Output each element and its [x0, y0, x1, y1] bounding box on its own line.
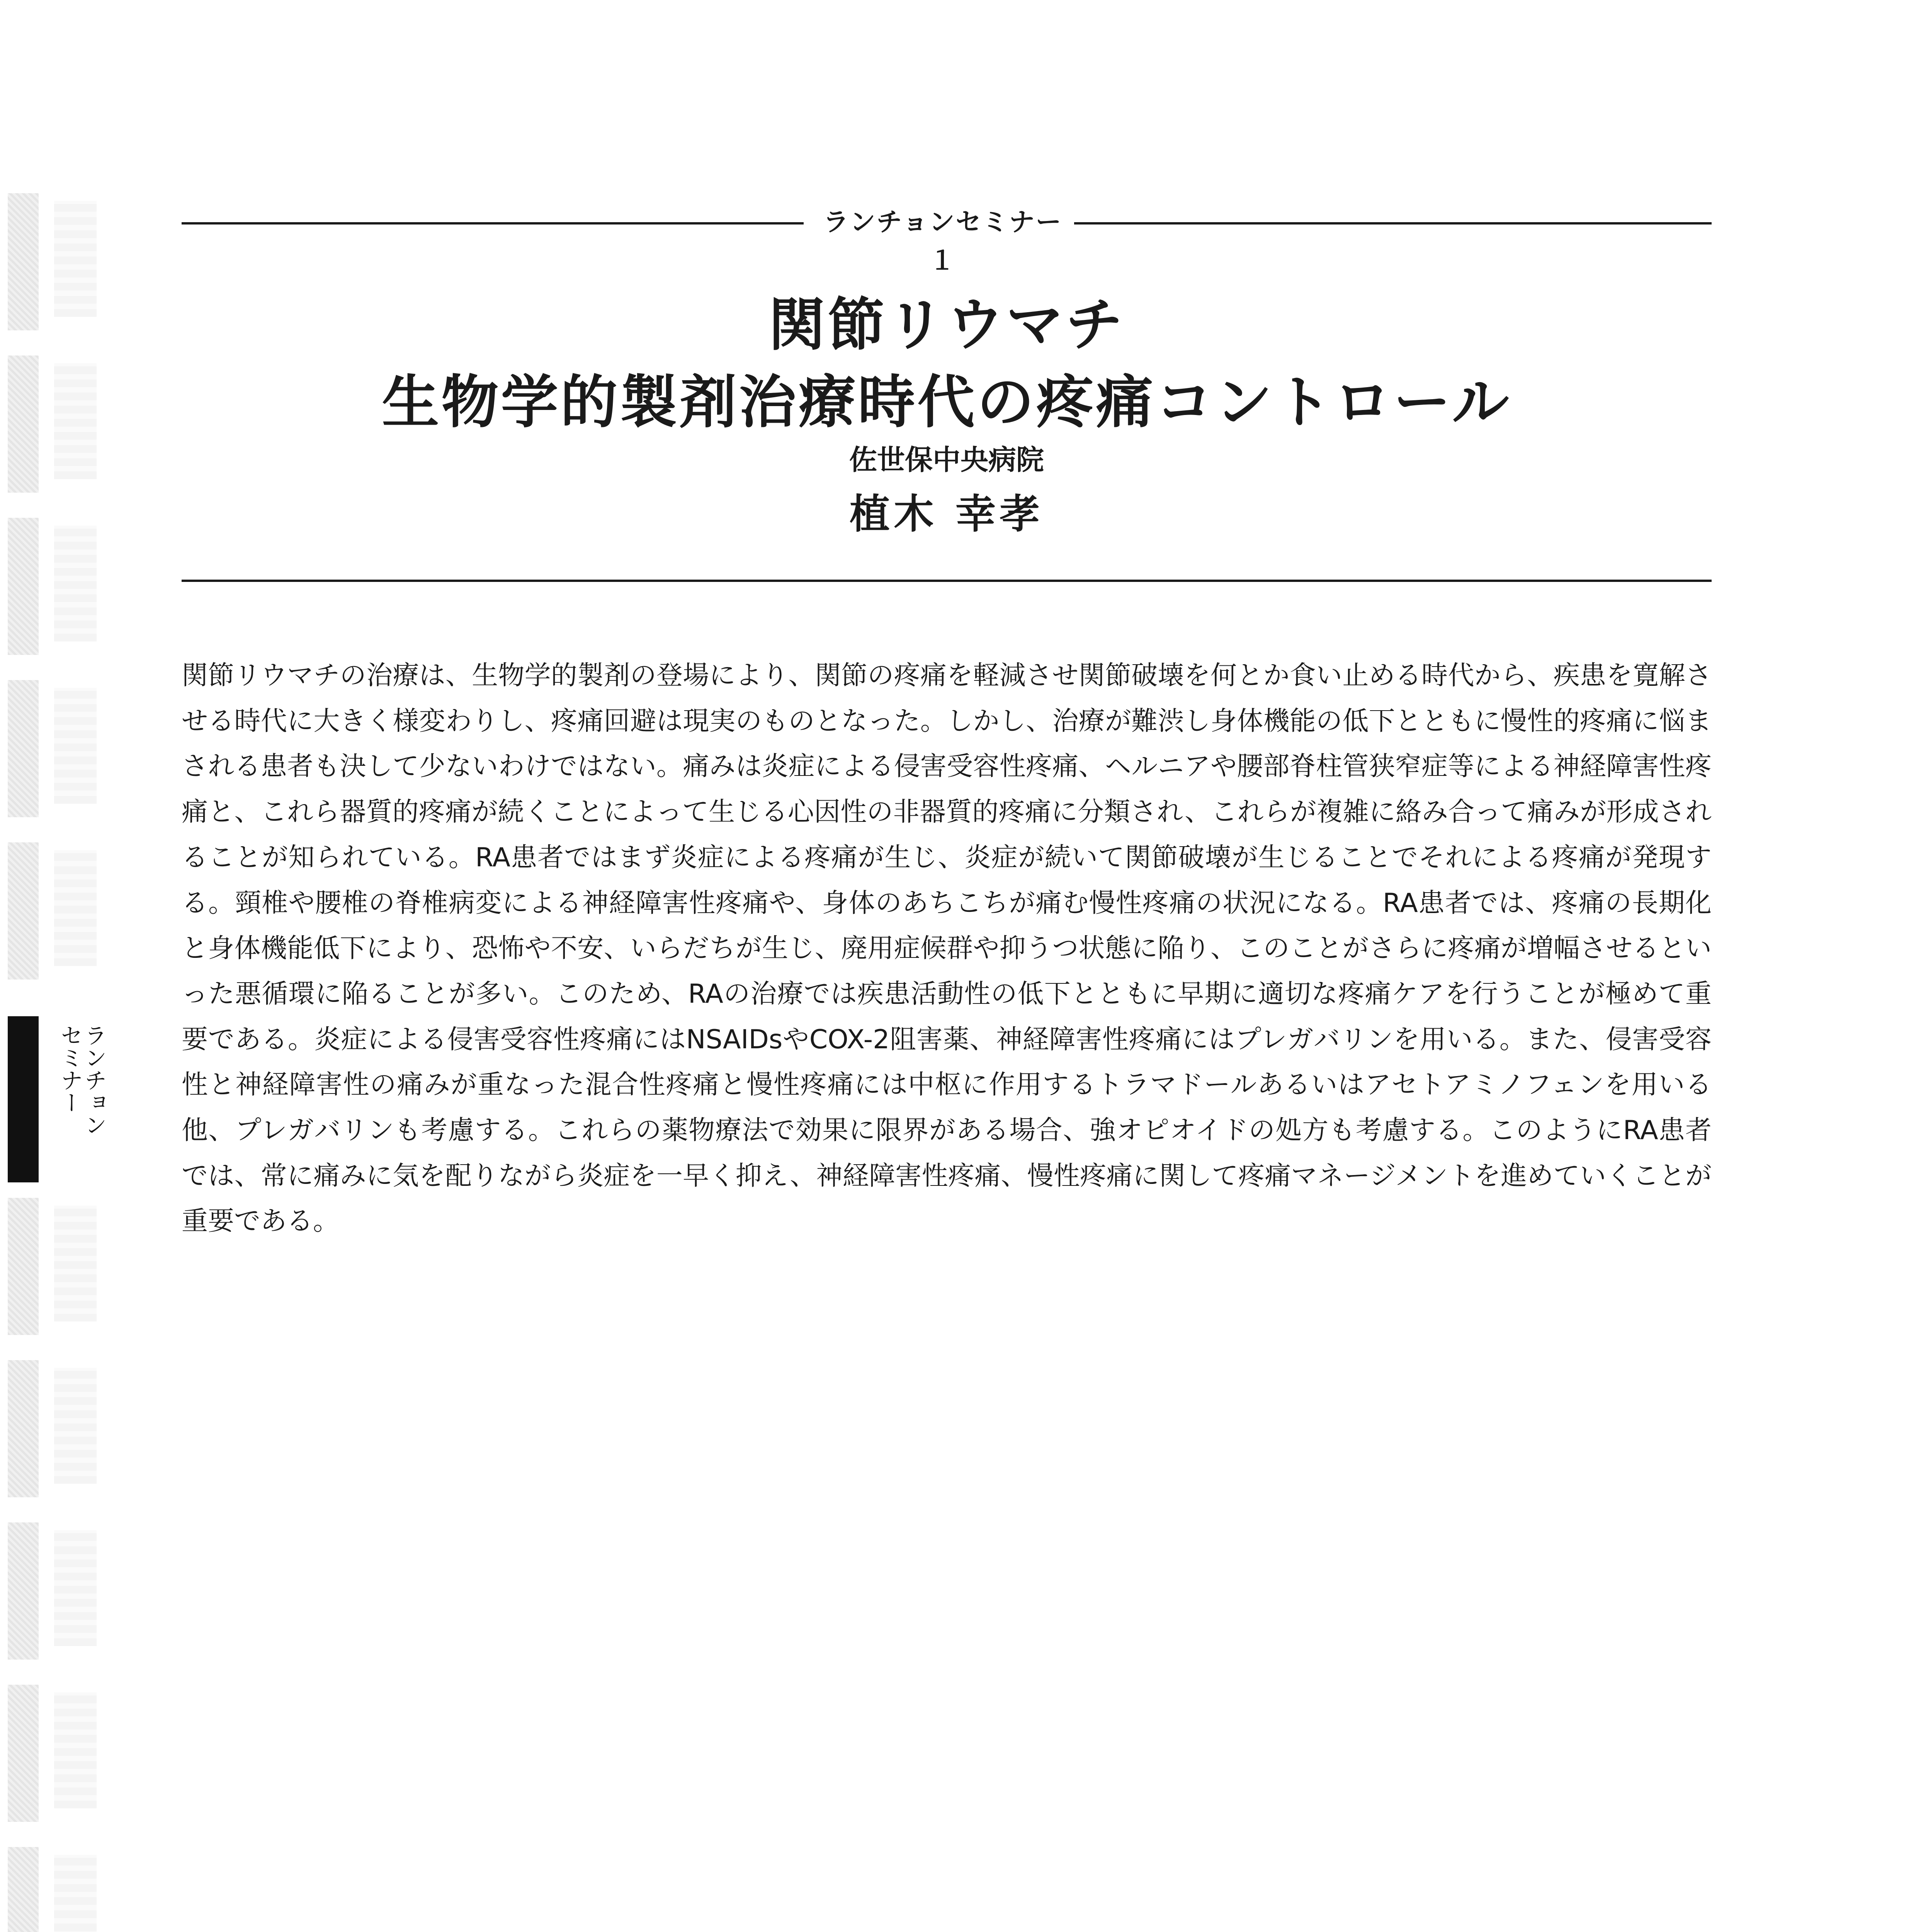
side-tab [8, 842, 104, 980]
side-tab [8, 193, 104, 330]
author-affiliation: 佐世保中央病院 [849, 443, 1044, 476]
section-header [182, 203, 1712, 276]
page-title [182, 286, 1712, 440]
header-rule-left [182, 222, 804, 224]
title-divider [182, 580, 1712, 582]
side-tab [8, 1198, 104, 1335]
side-tab-label: ランチョンセミナー [57, 1024, 107, 1136]
section-label: ランチョンセミナー１ [823, 207, 1063, 276]
side-tab [8, 355, 104, 493]
side-tab-active [8, 1016, 107, 1182]
side-thumb-index [8, 193, 124, 1932]
author-name: 植木 幸孝 [849, 490, 1044, 537]
title-line-2: 生物学的製剤治療時代の疼痛コントロール [382, 368, 1511, 435]
side-tab [8, 1522, 104, 1660]
abstract-body: 関節リウマチの治療は、生物学的製剤の登場により、関節の疼痛を軽減させ関節破壊を何とか食い止める時代から、疾患を寛解させる時代に大きく様変わりし、疼痛回避は現実のものとなった。しかし、治療が難渋し身体機能の低下とともに慢性的疼痛に悩まされる患者も決して少ないわけではない。痛みは炎症による侵害受容性疼痛、ヘルニアや腰部脊柱管狭窄症等による神経障害性疼痛と、これら器質的疼痛が続くことによって生じる心因性の非器質的疼痛に分類され、これらが複雑に絡み合って痛みが形成されることが知られている。RA患者ではまず炎症による疼痛が生じ、炎症が続いて関節破壊が生じることでそれによる疼痛が発現する。頸椎や腰椎の脊椎病変による神経障害性疼痛や、身体のあちこちが痛む慢性疼痛の状況になる。RA患者では、疼痛の長期化と身体機能低下により、恐怖や不安、いらだちが生じ、廃用症候群や抑うつ状態に陥り、このことがさらに疼痛が増幅させるといった悪循環に陥ることが多い。このため、RAの治療では疾患活動性の低下とともに早期に適切な疼痛ケアを行うことが極めて重要である。炎症による侵害受容性疼痛にはNSAIDsやCOX-2阻害薬、神経障害性疼痛にはプレガバリンを用いる。また、侵害受容性と神経障害性の痛みが重なった混合性疼痛と慢性疼痛には中枢に作用するトラマドールあるいはアセトアミノフェンを用いる他、プレガバリンも考慮する。これらの薬物療法で効果に限界がある場合、強オピオイドの処方も考慮する。このようにRA患者では、常に痛みに気を配りながら炎症を一早く抑え、神経障害性疼痛、慢性疼痛に関して疼痛マネージメントを進めていくことが重要である。 [182, 660, 1712, 1237]
side-tab [8, 1360, 104, 1497]
header-rule-right [1074, 222, 1712, 224]
title-line-1: 関節リウマチ [768, 291, 1125, 358]
side-tab [8, 680, 104, 817]
side-tab [8, 1685, 104, 1822]
side-tab [8, 1847, 104, 1932]
side-tab [8, 518, 104, 655]
